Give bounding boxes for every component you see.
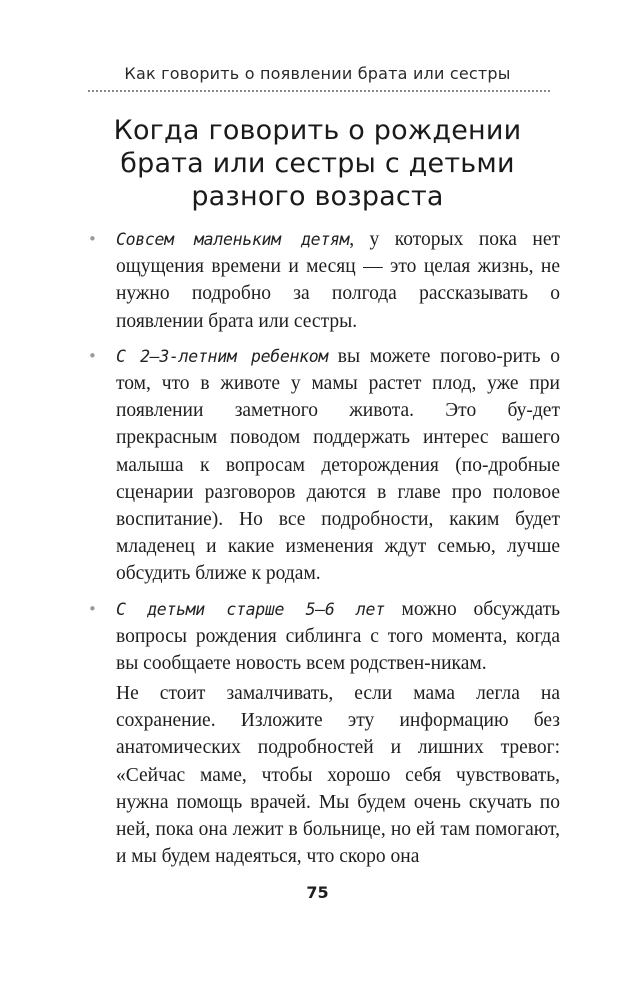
bullet-lead: Совсем маленьким детям	[116, 230, 350, 249]
running-head: Как говорить о появлении брата или сестры	[124, 64, 511, 83]
list-item	[90, 226, 560, 335]
bullet-body: вы можете погово-рить о том, что в животе у мамы растет плод, уже при появлении заметного живота. Это бу-дет прекрасным поводом поддержать интерес вашего малыша к вопросам деторождения (по-дробные сценарии разговоров даются в главе про половое воспитание). Но все подробности, каким будет младенец и какие изменения ждут семью, лучше обсудить ближе к родам.	[116, 345, 560, 585]
bullet-lead: С 2–3-летним ребенком	[116, 346, 329, 366]
bullet-list	[90, 226, 560, 685]
bullet-lead: С детьми старше 5–6 лет	[116, 599, 385, 619]
dotted-divider	[88, 90, 550, 92]
bullet-icon: •	[88, 599, 97, 618]
chapter-title-line-1: Когда говорить о рождении	[113, 115, 522, 146]
bullet-body: , у которых пока нет ощущения времени и месяц — это целая жизнь, не нужно подробно за полгода рассказывать о появлении брата или сестры.	[116, 229, 560, 332]
body-paragraph: Не стоит замалчивать, если мама легла на сохранение. Изложите эту информацию без анатомических подробностей и лишних тревог: «Сейчас маме, чтобы хорошо себя чувствовать, нужна помощь врачей. Мы будем очень скучать по ней, пока она лежит в больнице, но ей там помогают, и мы будем надеяться, что скоро она	[116, 683, 560, 868]
chapter-title	[60, 114, 575, 213]
bullet-icon: •	[88, 346, 97, 365]
bullet-icon: •	[88, 230, 97, 248]
bullet-text	[116, 596, 560, 678]
bullet-text	[116, 226, 560, 335]
bullet-body: можно обсуждать вопросы рождения сиблинга с того момента, когда вы сообщаете новость всем родствен-никам.	[116, 598, 560, 675]
bullet-text	[116, 343, 560, 588]
page-number: 75	[306, 883, 329, 902]
chapter-title-line-3: разного возраста	[191, 181, 444, 212]
chapter-title-line-2: брата или сестры с детьми	[120, 148, 515, 179]
list-item	[90, 596, 560, 678]
list-item	[90, 343, 560, 588]
